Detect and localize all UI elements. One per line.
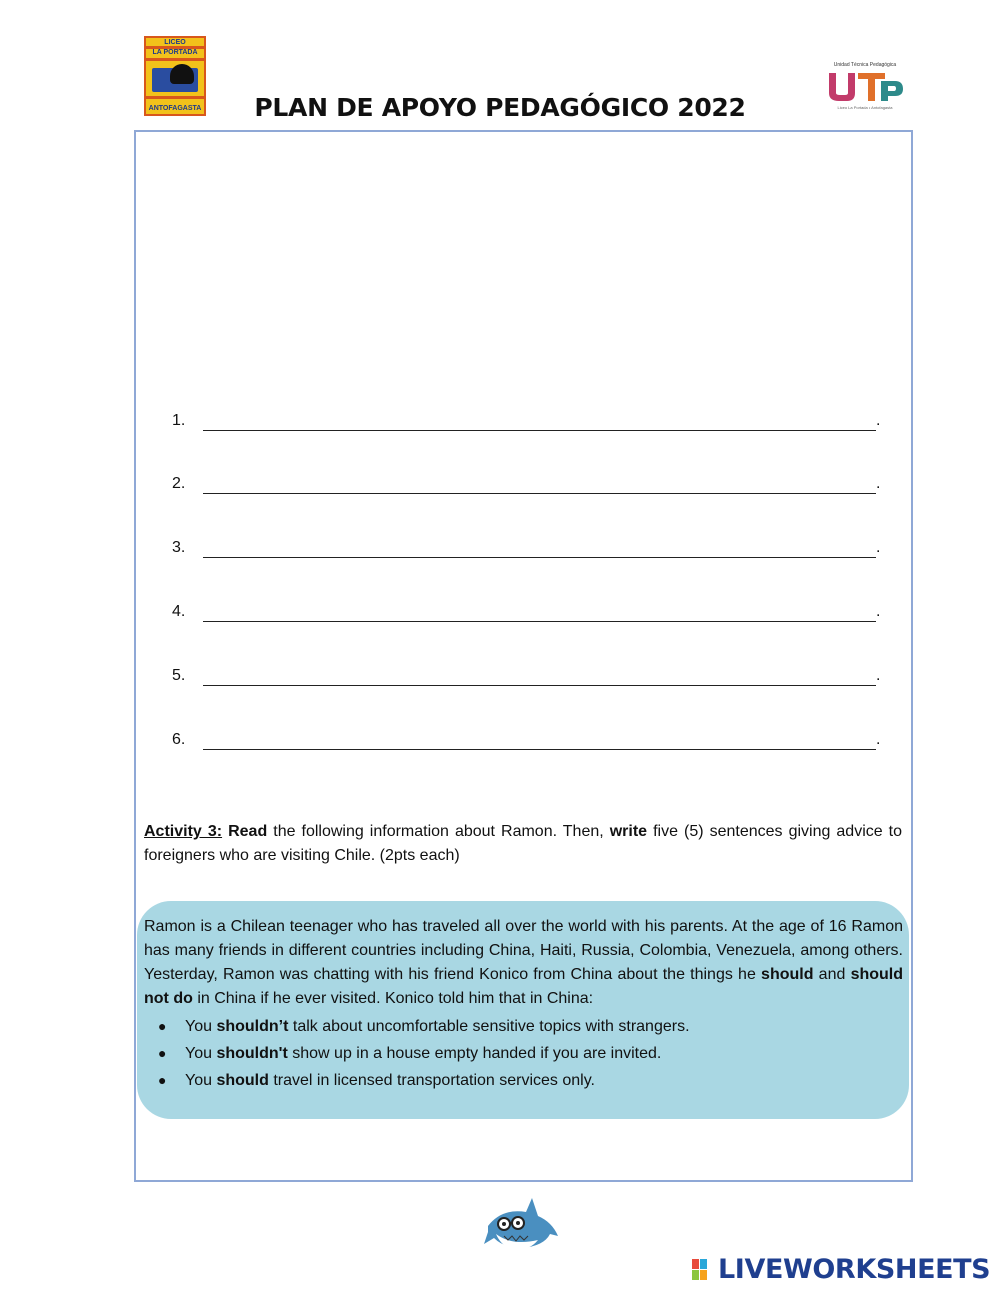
- answer-end-mark: .: [876, 603, 881, 620]
- answer-line-4[interactable]: [172, 603, 892, 623]
- story-part-2: in China if he ever visited. Konico told him that in China:: [192, 990, 594, 1007]
- activity-3-read: Read: [228, 823, 268, 840]
- answer-line-5[interactable]: [172, 667, 892, 687]
- school-logo-mid-text: LA PORTADA: [152, 49, 198, 56]
- liveworksheets-blocks-icon: [692, 1259, 716, 1281]
- utp-logo-icon: [825, 69, 905, 105]
- bullet-icon: ●: [158, 1072, 167, 1088]
- list-item: [144, 1067, 903, 1094]
- bullet-icon: ●: [158, 1018, 167, 1034]
- story-should-not-do: should not do: [144, 966, 904, 1007]
- activity-3-instructions: [144, 820, 902, 868]
- school-logo-top-text: LICEO: [164, 39, 186, 46]
- liveworksheets-brand: LIVEWORKSHEETS: [718, 1254, 991, 1285]
- answer-line-1[interactable]: [172, 412, 892, 432]
- list-item-pre: You: [185, 1018, 217, 1035]
- answer-end-mark: .: [876, 539, 881, 556]
- story-should: should: [761, 966, 814, 983]
- utp-caption: Unidad Técnica Pedagógica: [833, 62, 897, 68]
- advice-list: [144, 1013, 903, 1094]
- school-logo-bottom-text: ANTOFAGASTA: [148, 105, 202, 112]
- answer-blank[interactable]: [203, 430, 876, 431]
- answer-blank[interactable]: [203, 749, 876, 750]
- answer-number: 2.: [172, 475, 186, 492]
- answer-end-mark: .: [876, 412, 881, 429]
- ramon-info-box: [137, 901, 909, 1119]
- answer-end-mark: .: [876, 475, 881, 492]
- answer-line-3[interactable]: [172, 539, 892, 559]
- list-item: [144, 1013, 903, 1040]
- activity-3-label: Activity 3:: [144, 823, 223, 840]
- answer-number: 4.: [172, 603, 186, 620]
- answer-line-6[interactable]: [172, 731, 892, 751]
- story-part-1: Ramon is a Chilean teenager who has traveled all over the world with his parents. At the age of 16 Ramon has many friends in different countries including China, Haiti, Russia, Colombia, Venezuela, among others. Yesterday, Ramon was chatting with his friend Konico from China about the things he: [144, 918, 903, 983]
- answer-end-mark: .: [876, 731, 881, 748]
- school-logo-rock-icon: [170, 64, 194, 84]
- answer-blank[interactable]: [203, 685, 876, 686]
- answer-line-2[interactable]: [172, 475, 892, 495]
- page-title: PLAN DE APOYO PEDAGÓGICO 2022: [254, 93, 746, 122]
- activity-3-text-1: the following information about Ramon. Then,: [267, 823, 610, 840]
- list-item-post: talk about uncomfortable sensitive topics with strangers.: [288, 1018, 690, 1035]
- list-item-bold: shouldn't: [216, 1045, 288, 1062]
- answer-blank[interactable]: [203, 557, 876, 558]
- answer-number: 5.: [172, 667, 186, 684]
- list-item-bold: shouldn’t: [216, 1018, 289, 1035]
- utp-logo: [822, 62, 908, 116]
- list-item-pre: You: [185, 1072, 217, 1089]
- answer-number: 1.: [172, 412, 186, 429]
- activity-3-text-2: five (5) sentences giving advice to foreigners who are visiting Chile. (2pts each): [144, 823, 903, 864]
- list-item-post: travel in licensed transportation services only.: [268, 1072, 595, 1089]
- list-item-pre: You: [185, 1045, 217, 1062]
- answer-blank[interactable]: [203, 493, 876, 494]
- answer-blank[interactable]: [203, 621, 876, 622]
- answer-number: 3.: [172, 539, 186, 556]
- bullet-icon: ●: [158, 1045, 167, 1061]
- activity-3-write: write: [609, 823, 648, 840]
- utp-sub: Liceo La Portada • Antofagasta: [837, 105, 893, 110]
- answer-number: 6.: [172, 731, 186, 748]
- ramon-story: [144, 915, 903, 1011]
- list-item-post: show up in a house empty handed if you are invited.: [287, 1045, 662, 1062]
- story-and: and: [813, 966, 851, 983]
- answer-end-mark: .: [876, 667, 881, 684]
- list-item-bold: should: [216, 1072, 269, 1089]
- list-item: [144, 1040, 903, 1067]
- shark-mascot-icon: [482, 1196, 562, 1258]
